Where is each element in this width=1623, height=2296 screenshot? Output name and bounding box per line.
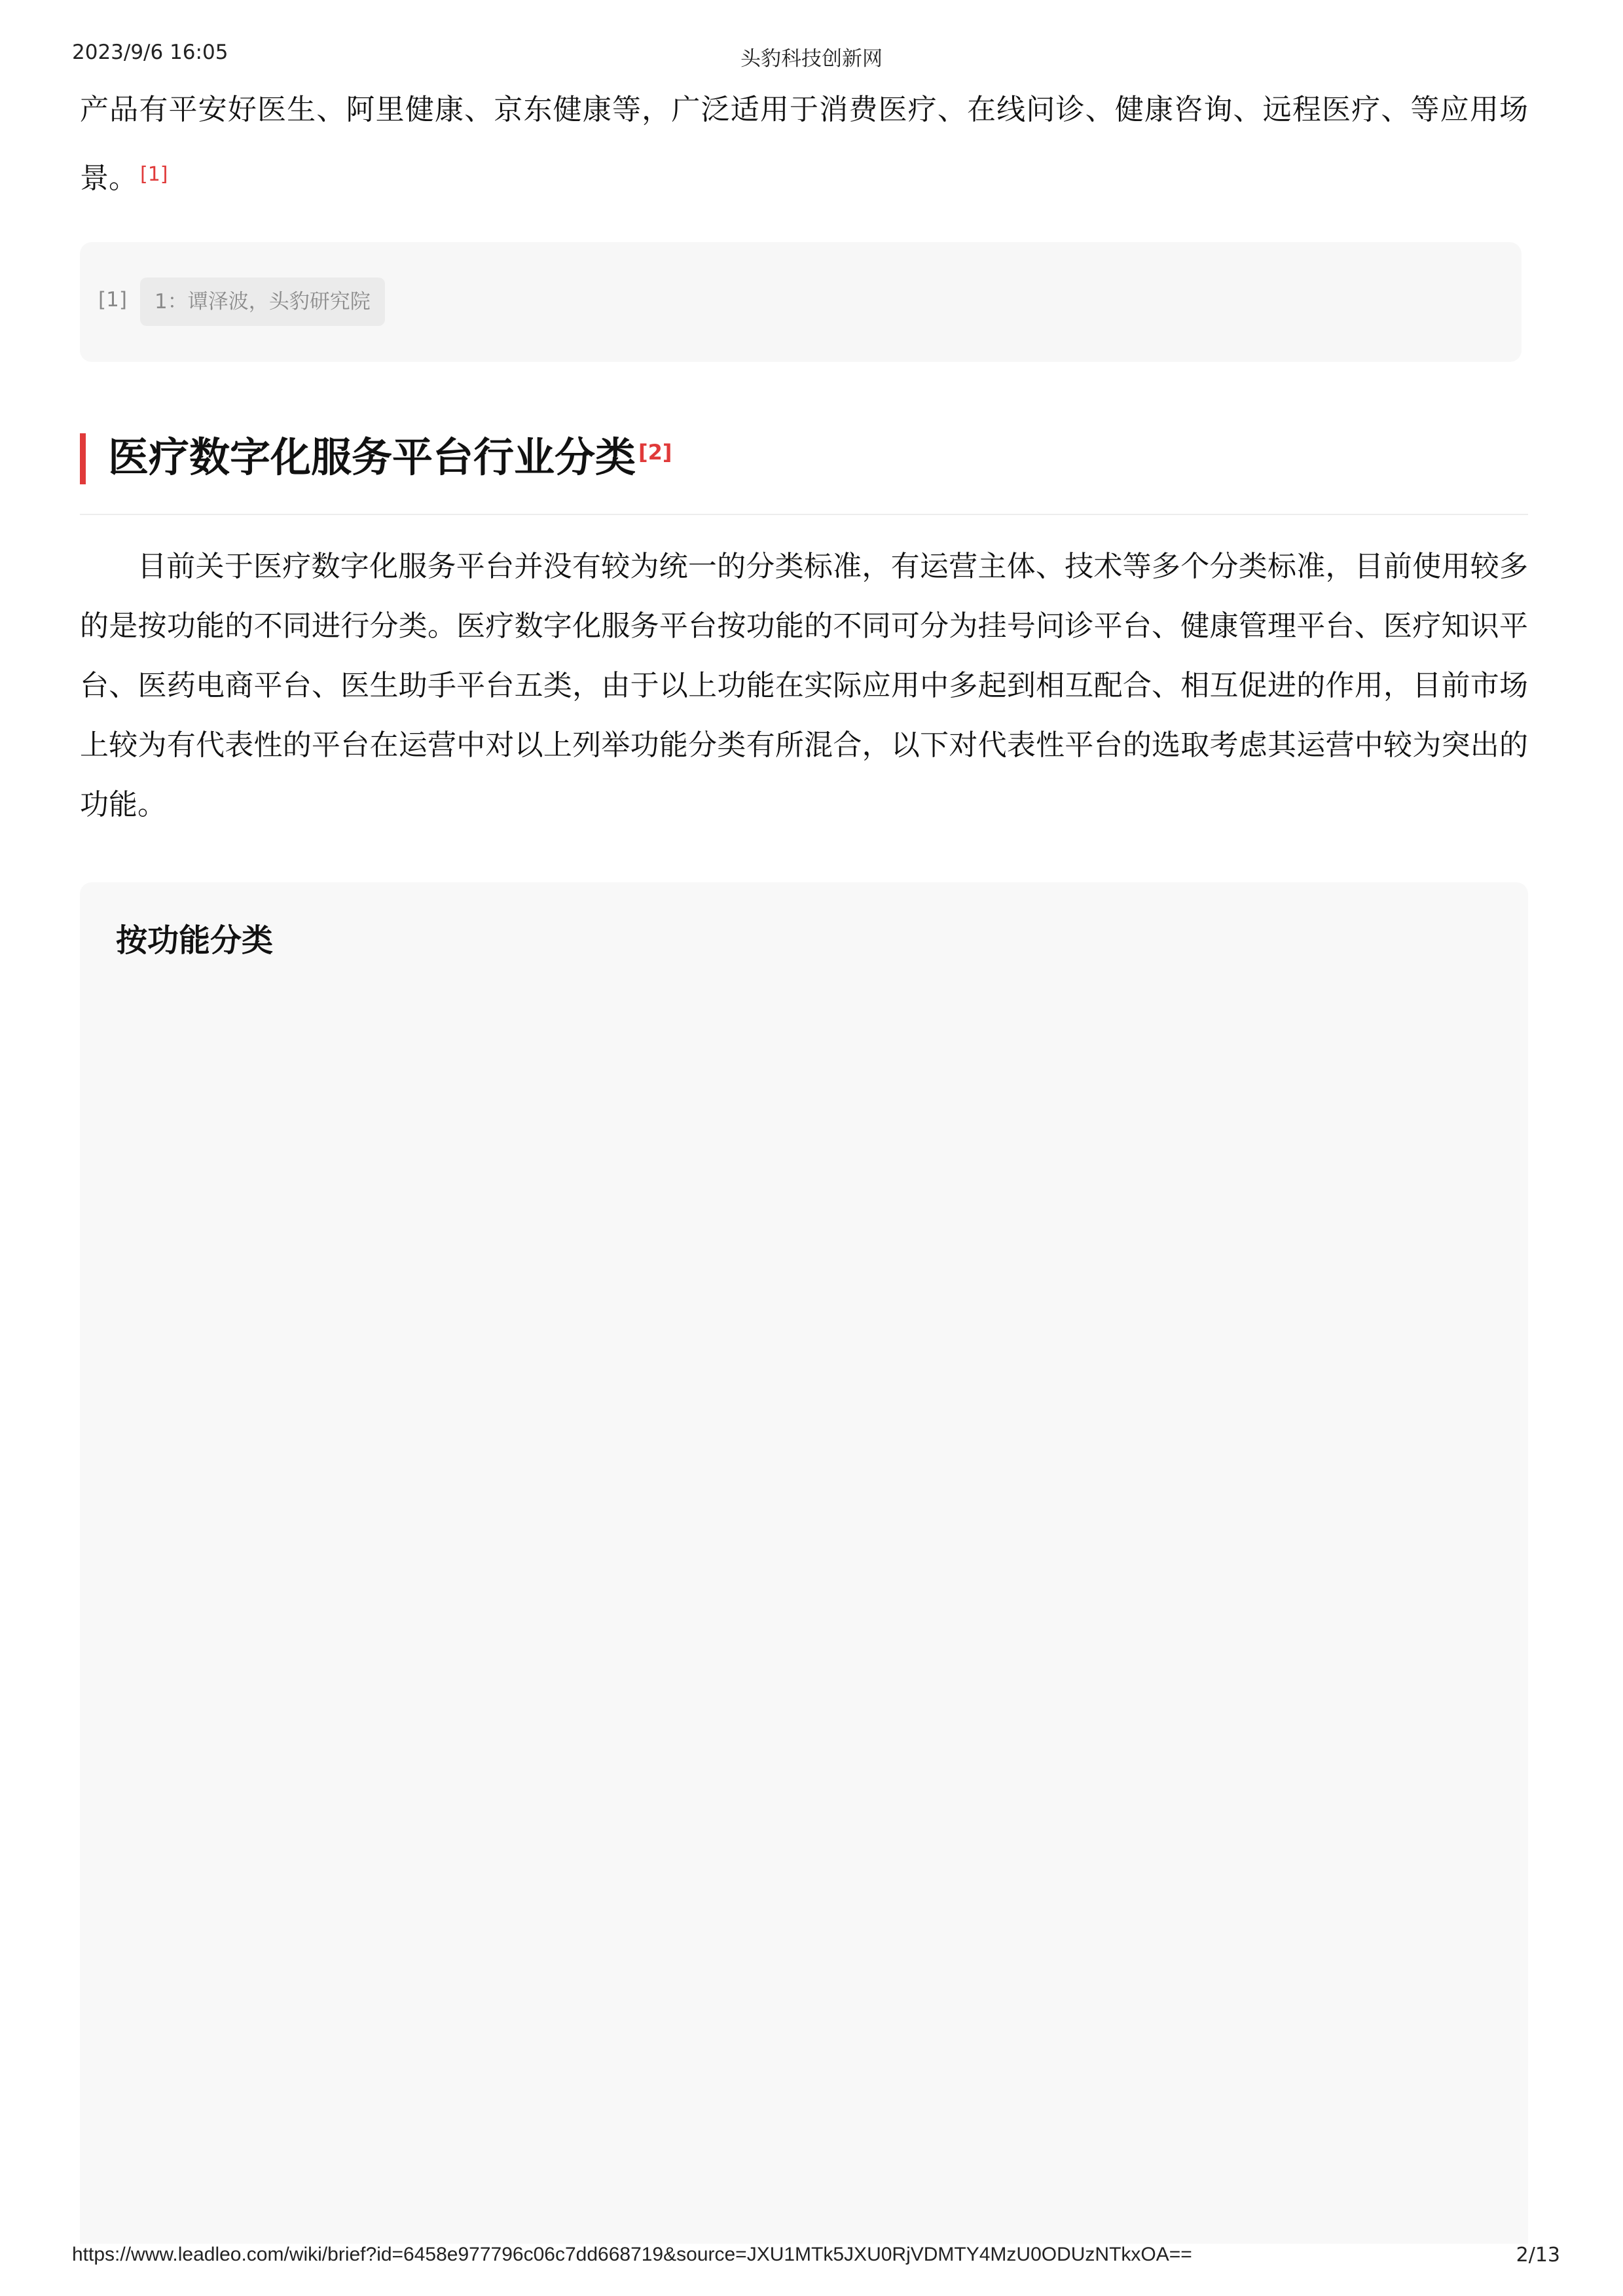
print-datetime: 2023/9/6 16:05 <box>72 41 228 64</box>
card-title: 按功能分类 <box>116 922 274 959</box>
section-accent-bar <box>80 433 86 484</box>
section-body-paragraph: 目前关于医疗数字化服务平台并没有较为统一的分类标准，有运营主体、技术等多个分类标准，目前使用较多的是按功能的不同进行分类。医疗数字化服务平台按功能的不同可分为挂号问诊平台、健康管理平台、医疗知识平台、医药电商平台、医生助手平台五类，由于以上功能在实际应用中多起到相互配合、相互促进的作用，目前市场上较为有代表性的平台在运营中对以上列举功能分类有所混合，以下对代表性平台的选取考虑其运营中较为突出的功能。 <box>80 550 1528 821</box>
section-divider <box>80 514 1528 515</box>
section-title-text: 医疗数字化服务平台行业分类 <box>108 433 636 481</box>
classification-card <box>80 882 1528 2244</box>
reference-chip[interactable]: 1：谭泽波，头豹研究院 <box>140 278 385 326</box>
reference-box <box>80 242 1522 362</box>
intro-paragraph <box>80 75 1528 213</box>
footer-url: https://www.leadleo.com/wiki/brief?id=6458e977796c06c7dd668719&source=JXU1MTk5JXU0RjVDMTY4MzU0ODUzNTkxOA== <box>72 2244 1192 2265</box>
site-name: 头豹科技创新网 <box>740 47 883 71</box>
page-number: 2/13 <box>1516 2244 1560 2267</box>
reference-number: [1] <box>98 288 127 312</box>
citation-link-2[interactable]: [2] <box>638 440 672 465</box>
intro-text: 产品有平安好医生、阿里健康、京东健康等，广泛适用于消费医疗、在线问诊、健康咨询、远程医疗、等应用场景。 <box>80 93 1528 195</box>
section-heading <box>108 428 672 487</box>
citation-link-1[interactable]: [1] <box>140 163 168 186</box>
